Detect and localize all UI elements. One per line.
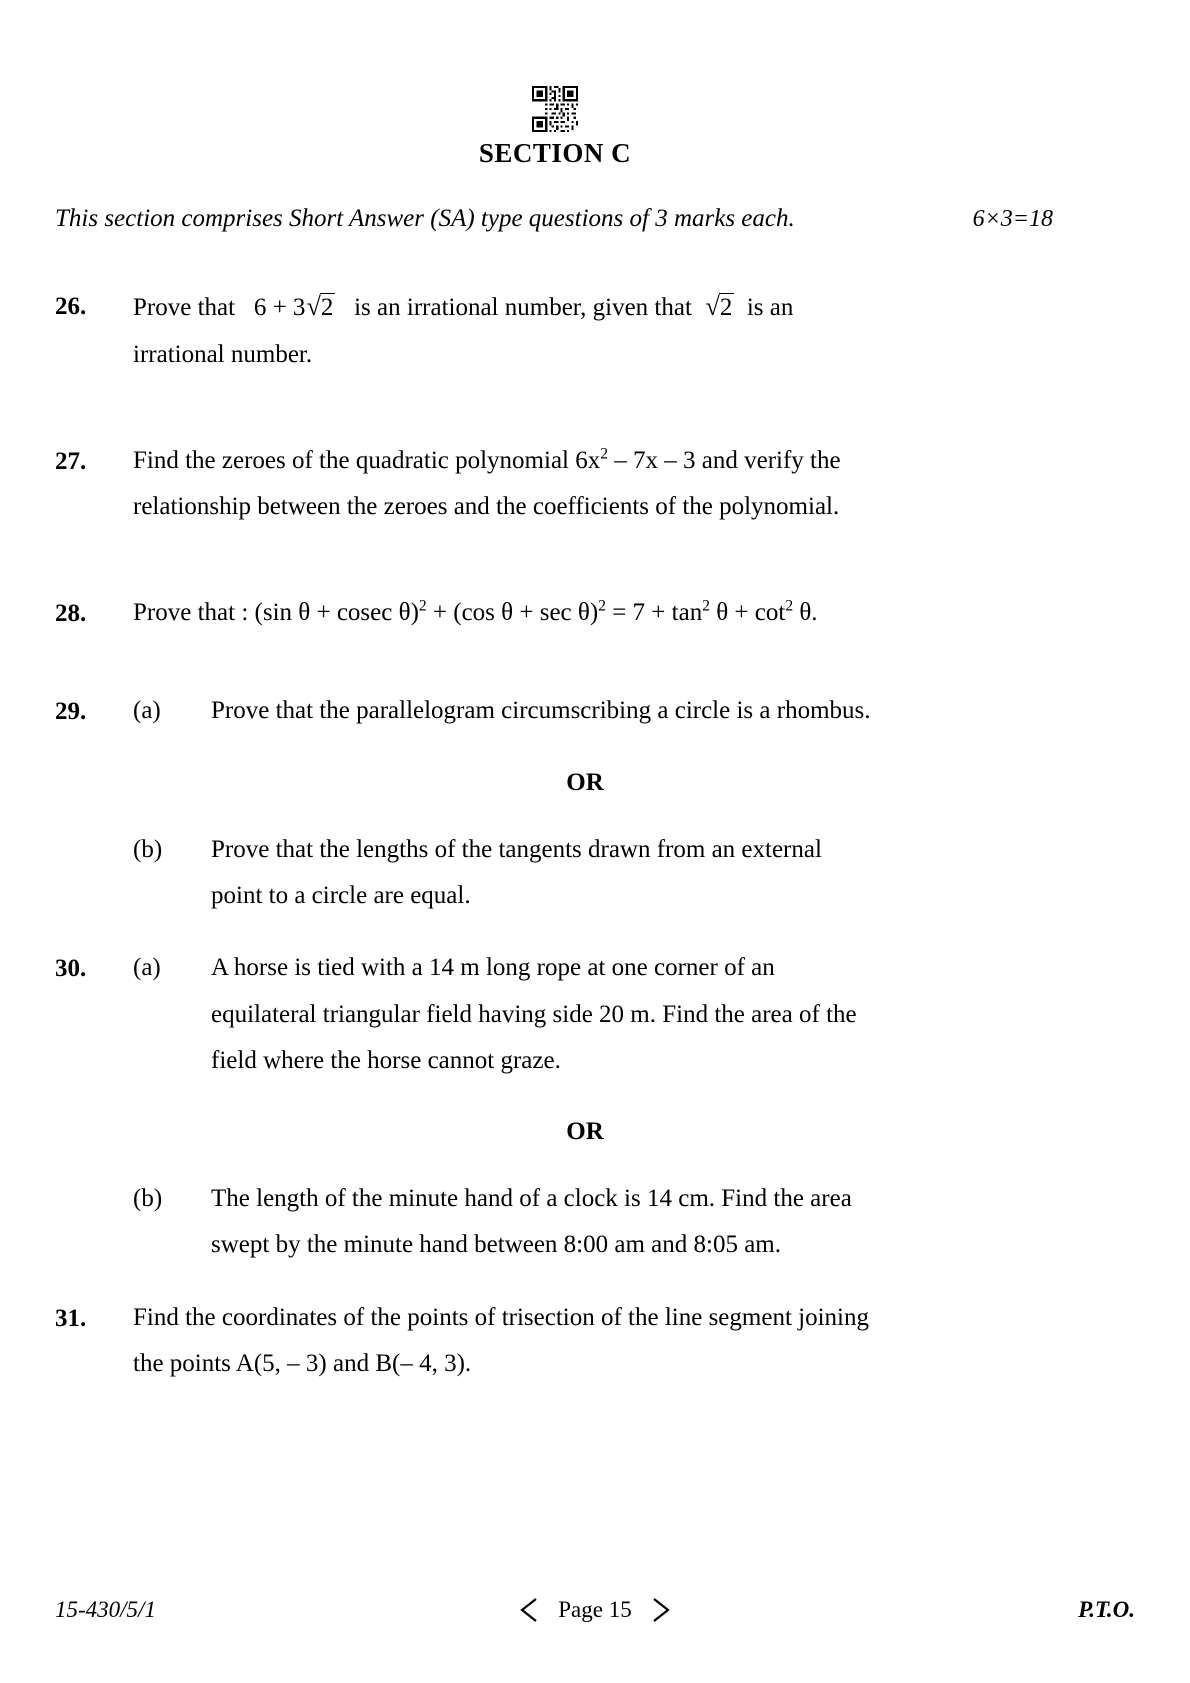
question-30-option-b-body <box>211 1176 1055 1269</box>
question-30-option-a-line2: equilateral triangular field having side 20 m. Find the area of the <box>211 1000 857 1028</box>
paper-code: 15-430/5/1 <box>55 1597 156 1622</box>
question-26-text-after: is an <box>746 294 794 321</box>
question-28-mid2: = 7 + tan <box>605 599 703 627</box>
question-29-option-a-text: Prove that the parallelogram circumscribing a circle is a rhombus. <box>211 696 871 724</box>
question-28-prefix: Prove that : (sin θ + cosec θ) <box>133 599 419 627</box>
question-30-or-divider: OR <box>566 1118 604 1146</box>
question-30-option-b-line2: swept by the minute hand between 8:00 am and 8:05 am. <box>211 1231 782 1259</box>
section-title: SECTION C <box>478 138 632 168</box>
question-26-line2: irrational number. <box>133 340 313 368</box>
question-29-option-b-line2: point to a circle are equal. <box>211 882 471 910</box>
question-29-option-b <box>133 827 1055 920</box>
radical-sign-icon: √ <box>705 292 720 321</box>
question-31-line1: Find the coordinates of the points of trisection of the line segment joining <box>133 1303 869 1331</box>
question-27-exponent: 2 <box>600 445 608 463</box>
question-30 <box>55 945 1055 1084</box>
page-footer <box>55 1595 1135 1625</box>
page-number-banner <box>524 1595 665 1625</box>
question-30-option-a-line3: field where the horse cannot graze. <box>211 1046 561 1074</box>
question-28-exponent-4: 2 <box>785 597 794 615</box>
question-26-radicand-second: 2 <box>719 294 733 321</box>
question-26-body <box>133 283 1055 378</box>
question-27-number: 27. <box>55 447 87 475</box>
radical-sign-icon: √ <box>306 292 321 321</box>
question-27 <box>55 438 1055 531</box>
question-30-number: 30. <box>55 955 87 983</box>
question-27-line2: relationship between the zeroes and the coefficients of the polynomial. <box>133 493 840 521</box>
question-27-body <box>133 438 1055 531</box>
question-29-option-a-label: (a) <box>133 696 161 724</box>
question-26-sqrt-2 <box>305 283 335 332</box>
question-27-line1-part-a: Find the zeroes of the quadratic polynomial 6x <box>133 446 601 474</box>
question-29-option-b-body <box>211 827 1055 920</box>
section-instruction-text: This section comprises Short Answer (SA) type questions of 3 marks each. <box>55 205 795 232</box>
question-30-option-a-label: (a) <box>133 954 161 982</box>
question-28-exponent-2: 2 <box>598 597 606 615</box>
question-31-number: 31. <box>55 1304 87 1332</box>
question-29-number: 29. <box>55 697 87 725</box>
question-31 <box>55 1295 1055 1388</box>
question-29 <box>55 688 1055 735</box>
question-28-suffix: θ. <box>793 599 818 627</box>
question-31-body <box>133 1295 1055 1388</box>
question-28-exponent-3: 2 <box>702 597 710 615</box>
question-29-option-b-line1: Prove that the lengths of the tangents drawn from an external <box>211 835 822 863</box>
question-26 <box>55 283 1055 378</box>
question-27-line1-part-b: – 7x – 3 and verify the <box>608 446 841 474</box>
question-28 <box>55 590 1055 637</box>
page-content <box>55 86 1055 1421</box>
qr-code-wrapper <box>55 86 1055 132</box>
question-28-exponent-1: 2 <box>418 597 427 615</box>
question-28-mid: + (cos θ + sec θ) <box>426 599 599 627</box>
question-26-radicand: 2 <box>320 294 334 321</box>
question-30-option-b <box>133 1176 1055 1269</box>
question-26-sqrt-2-second <box>704 283 734 332</box>
question-30-option-b-label: (b) <box>133 1185 163 1213</box>
question-31-line2: the points A(5, – 3) and B(– 4, 3). <box>133 1349 472 1377</box>
section-marks-note: 6×3=18 <box>972 206 1053 232</box>
chevron-left-icon <box>518 1597 544 1623</box>
question-30-option-a-body <box>211 945 1055 1084</box>
question-26-text-middle: is an irrational number, given that <box>354 294 692 321</box>
question-30-option-a-line1: A horse is tied with a 14 m long rope at one corner of an <box>211 954 775 982</box>
question-29-option-b-label: (b) <box>133 835 163 863</box>
question-30-option-b-line1: The length of the minute hand of a clock is 14 cm. Find the area <box>211 1185 852 1213</box>
question-28-body <box>133 590 1055 636</box>
question-26-text-before: Prove that <box>133 294 236 321</box>
question-29-or-divider: OR <box>566 768 604 796</box>
chevron-right-icon <box>646 1597 672 1623</box>
question-26-number: 26. <box>55 293 87 320</box>
pto-label: P.T.O. <box>1078 1597 1135 1622</box>
page-number-label: Page 15 <box>558 1597 632 1622</box>
section-instruction-row <box>55 205 1055 233</box>
question-28-mid3: θ + cot <box>709 599 786 627</box>
question-26-expression-prefix: 6 + 3 <box>253 294 306 321</box>
question-28-number: 28. <box>55 600 87 628</box>
qr-code-icon <box>532 86 578 132</box>
